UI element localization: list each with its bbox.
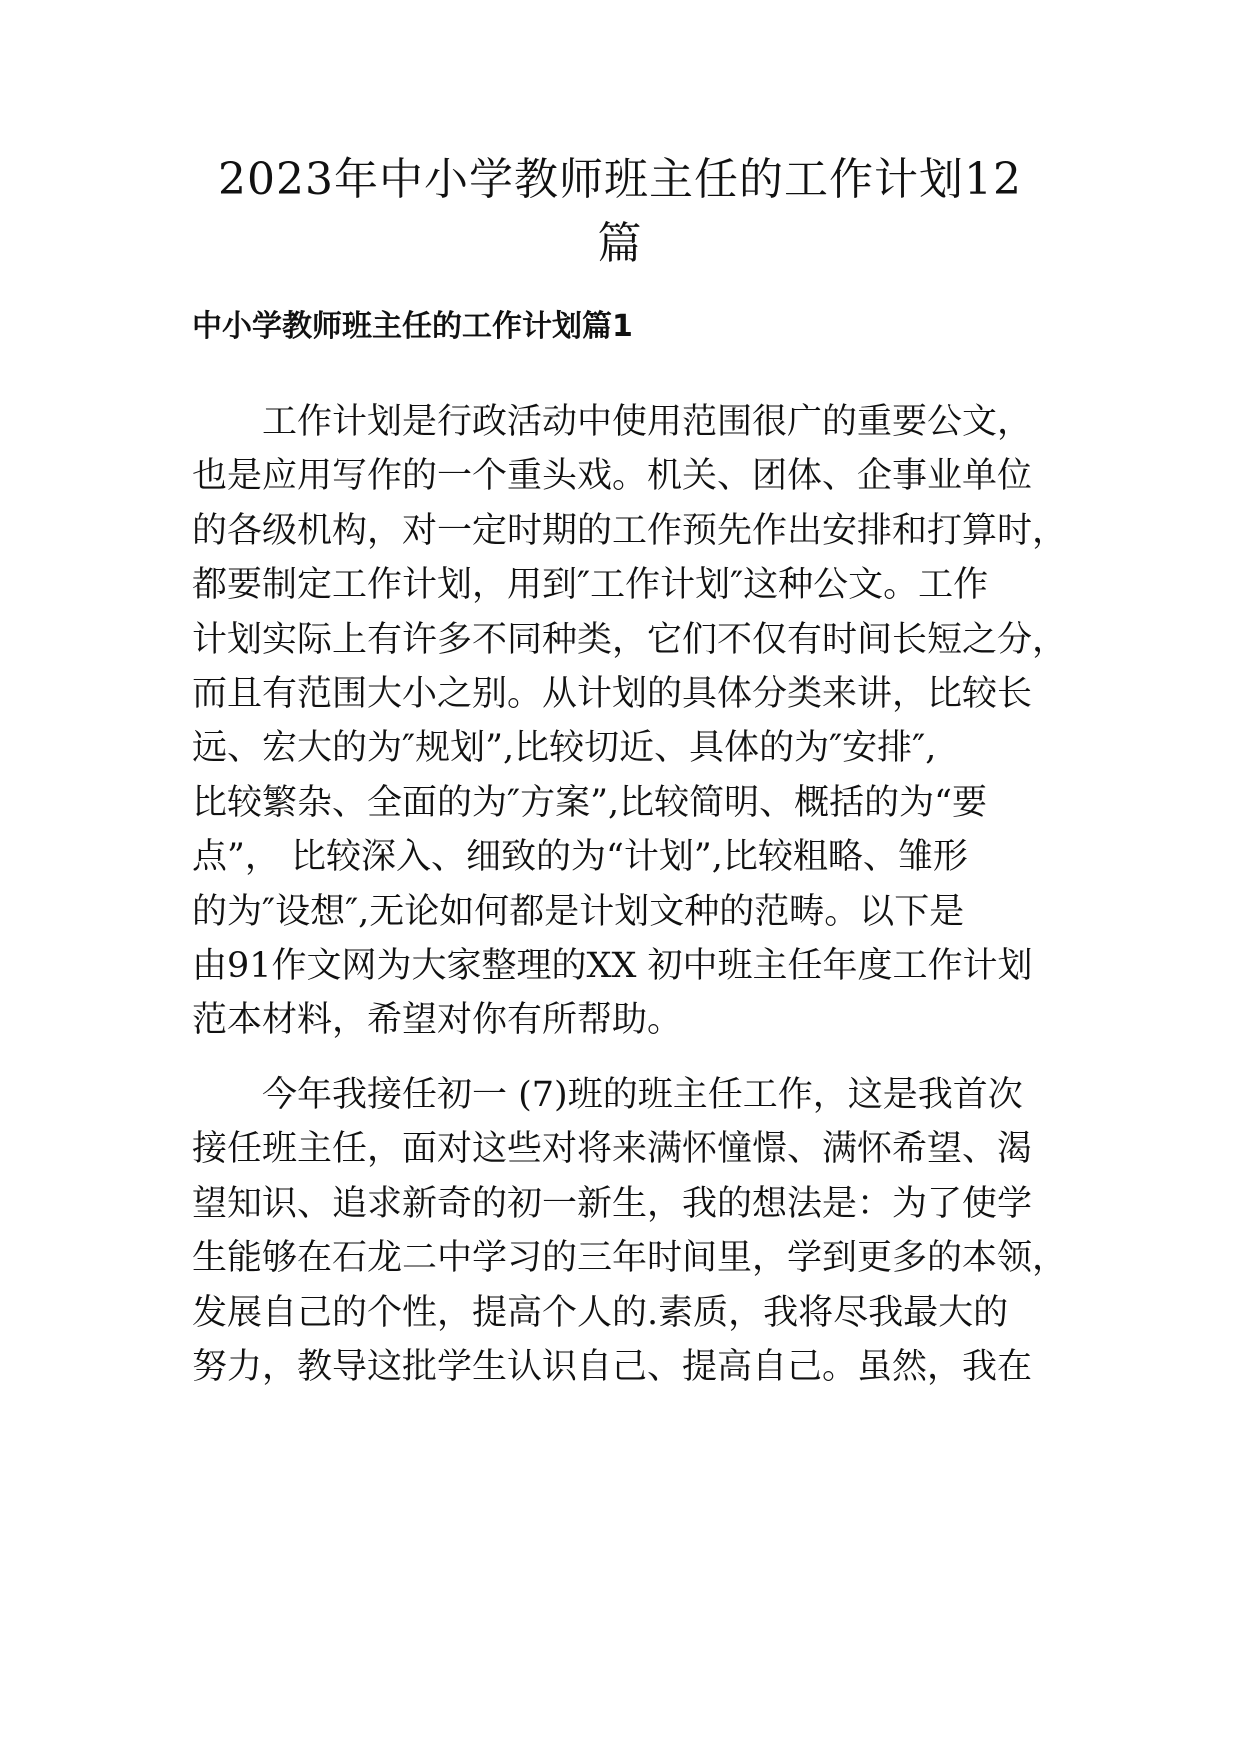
paragraph-line: 的各级机构，对一定时期的工作预先作出安排和打算时， [192,510,1068,551]
paragraph-line: 生能够在石龙二中学习的三年时间里，学到更多的本领， [192,1238,1068,1279]
paragraph-line: 都要制定工作计划，用到″工作计划″这种公文。工作 [192,565,989,606]
section-heading: 中小学教师班主任的工作计划篇1 [192,309,633,344]
paragraph-line: 今年我接任初一 (7)班的班主任工作，这是我首次 [262,1075,1023,1115]
paragraph-line: 接任班主任，面对这些对将来满怀憧憬、满怀希望、渴 [192,1129,1033,1170]
paragraph-1 [192,395,1072,1048]
paragraph-line: 也是应用写作的一个重头戏。机关、团体、企事业单位 [192,456,1033,497]
paragraph-line: 范本材料，希望对你有所帮助。 [192,1000,683,1041]
paragraph-line: 而且有范围大小之别。从计划的具体分类来讲，比较长 [192,673,1033,714]
title-line-1: 2023年中小学教师班主任的工作计划12 [218,154,1022,205]
paragraph-line: 的为″设想″,无论如何都是计划文种的范畴。以下是 [192,891,965,932]
title-line-2: 篇 [597,218,643,269]
document-title [180,148,1060,276]
paragraph-line: 计划实际上有许多不同种类，它们不仅有时间长短之分， [192,619,1068,660]
paragraph-line: 发展自己的个性，提高个人的.素质，我将尽我最大的 [192,1292,1009,1333]
paragraph-line: 比较繁杂、全面的为″方案”,比较简明、概括的为“要 [192,782,987,823]
paragraph-line: 点”， 比较深入、细致的为“计划”,比较粗略、雏形 [192,837,968,878]
paragraph-line: 努力，教导这批学生认识自己、提高自己。虽然，我在 [192,1346,1033,1387]
paragraph-2 [192,1068,1072,1394]
paragraph-line: 由91作文网为大家整理的XX 初中班主任年度工作计划 [192,945,1033,986]
paragraph-line: 远、宏大的为″规划”,比较切近、具体的为″安排″, [192,728,937,769]
paragraph-line: 工作计划是行政活动中使用范围很广的重要公文， [262,402,1033,442]
paragraph-line: 望知识、追求新奇的初一新生，我的想法是：为了使学 [192,1183,1033,1224]
